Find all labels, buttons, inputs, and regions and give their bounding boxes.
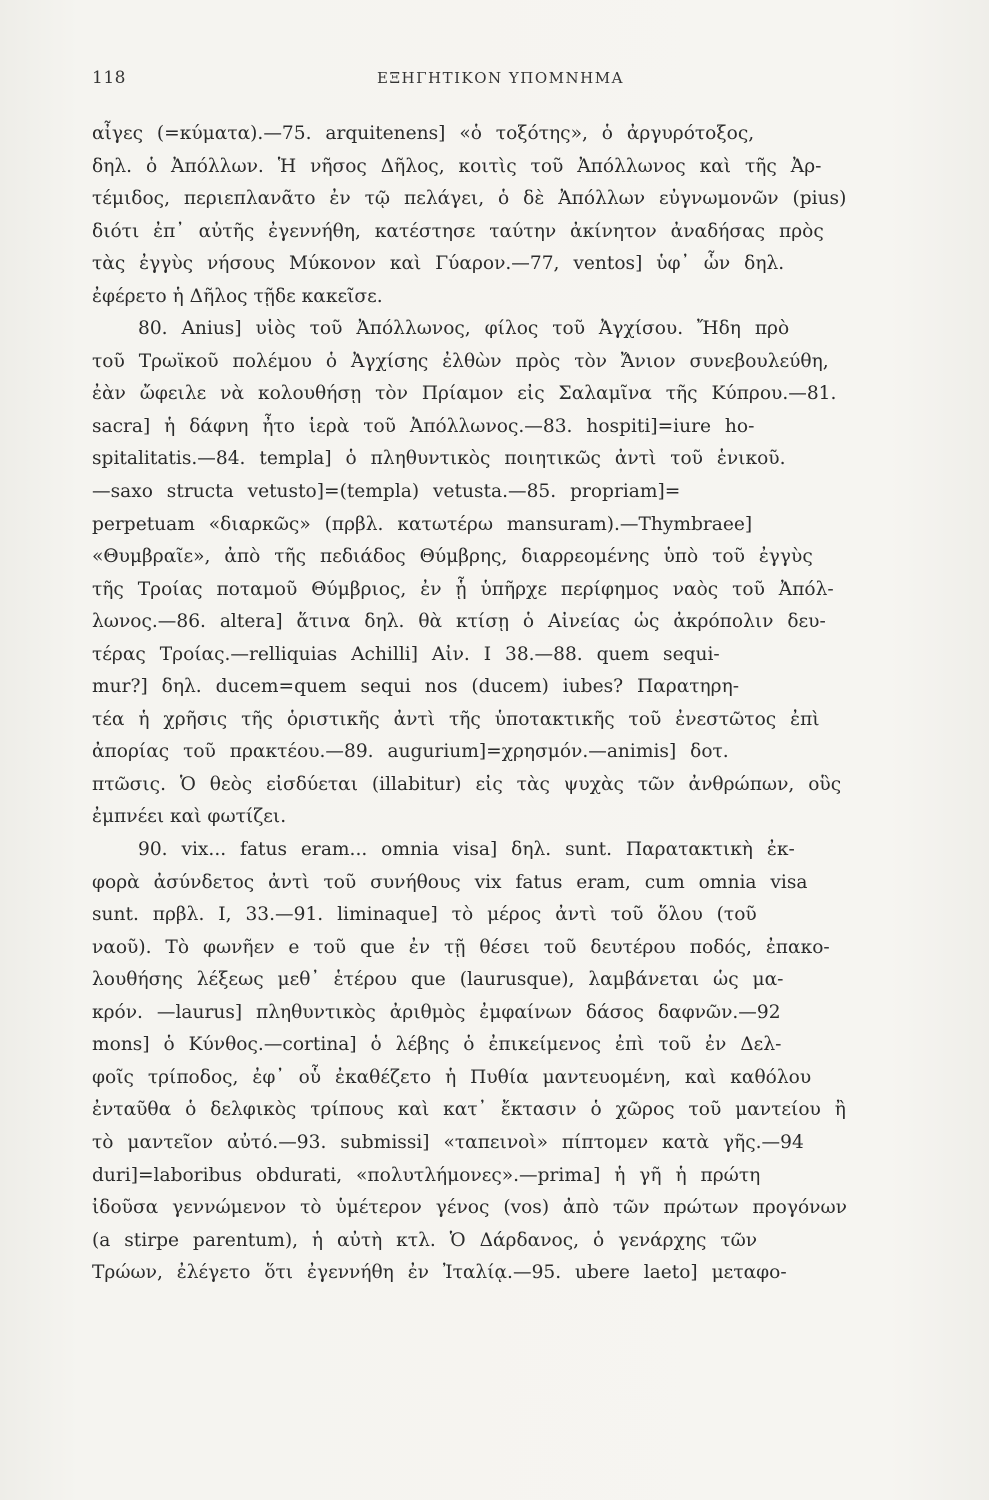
text-line: πτῶσις. Ὁ θεὸς εἰσδύεται (illabitur) εἰς τὰς ψυχὰς τῶν ἀνθρώπων, οὓς [92, 773, 842, 795]
text-line: φοῖς τρίποδος, ἐφ᾽ οὗ ἐκαθέζετο ἡ Πυθία μαντευομένη, καὶ καθόλου [92, 1066, 812, 1088]
text-line: mur?] δηλ. ducem=quem sequi nos (ducem) iubes? Παρατηρη- [92, 676, 740, 698]
text-line: ἐμπνέει καὶ φωτίζει. [92, 806, 287, 828]
text-line: διότι ἐπ᾽ αὐτῆς ἐγεννήθη, κατέστησε ταύτην ἀκίνητον ἀναδήσας πρὸς [92, 220, 824, 242]
text-line: ἐνταῦθα ὁ δελφικὸς τρίπους καὶ κατ᾽ ἔκτασιν ὁ χῶρος τοῦ μαντείου ἢ [92, 1099, 846, 1121]
text-line: 90. vix... fatus eram... omnia visa] δηλ. sunt. Παρατακτικὴ ἐκ- [138, 839, 795, 861]
text-line: τέα ἡ χρῆσις τῆς ὁριστικῆς ἀντὶ τῆς ὑποτακτικῆς τοῦ ἐνεστῶτος ἐπὶ [92, 708, 820, 730]
text-line: ναοῦ). Τὸ φωνῆεν e τοῦ que ἐν τῇ θέσει τοῦ δευτέρου ποδός, ἐπακο- [92, 936, 830, 958]
text-line: duri]=laboribus obdurati, «πολυτλήμονες».—prima] ἡ γῆ ἡ πρώτη [92, 1164, 761, 1186]
text-line: «Θυμβραῖε», ἀπὸ τῆς πεδιάδος Θύμβρης, διαρρεομένης ὑπὸ τοῦ ἐγγὺς [92, 546, 813, 568]
text-line: ἐὰν ὤφειλε νὰ κολουθήσῃ τὸν Πρίαμον εἰς Σαλαμῖνα τῆς Κύπρου.—81. [92, 383, 837, 405]
text-line: λωνος.—86. altera] ἅτινα δηλ. θὰ κτίσῃ ὁ Αἰνείας ὡς ἀκρόπολιν δευ- [92, 611, 826, 633]
text-line: τὸ μαντεῖον αὐτό.—93. submissi] «ταπεινοὶ» πίπτομεν κατὰ γῆς.—94 [92, 1131, 804, 1153]
text-line: αἶγες (=κύματα).—75. arquitenens] «ὁ τοξότης», ὁ ἀργυρότοξος, [92, 123, 755, 144]
text-line: τέρας Τροίας.—relliquias Achilli] Αἰν. I 38.—88. quem sequi- [92, 643, 720, 665]
text-line: sacra] ἡ δάφνη ἦτο ἱερὰ τοῦ Ἀπόλλωνος.—83. hospiti]=iure ho- [92, 415, 755, 437]
page-number: 118 [92, 68, 126, 88]
text-line: ἰδοῦσα γεννώμενον τὸ ὑμέτερον γένος (vos) ἀπὸ τῶν πρώτων προγόνων [92, 1197, 847, 1219]
text-line: mons] ὁ Κύνθος.—cortina] ὁ λέβης ὁ ἐπικείμενος ἐπὶ τοῦ ἐν Δελ- [92, 1034, 782, 1056]
running-title: ΕΞΗΓΗΤΙΚΟΝ ΥΠΟΜΝΗΜΑ [377, 69, 624, 87]
text-line: τοῦ Τρωϊκοῦ πολέμου ὁ Ἀγχίσης ἐλθὼν πρὸς τὸν Ἄνιον συνεβουλεύθη, [92, 350, 829, 372]
text-line: λουθήσης λέξεως μεθ᾽ ἑτέρου que (laurusque), λαμβάνεται ὡς μα- [92, 969, 784, 991]
text-line: ἐφέρετο ἡ Δῆλος τῇδε κακεῖσε. [92, 285, 383, 307]
text-line: spitalitatis.—84. templa] ὁ πληθυντικὸς ποιητικῶς ἀντὶ τοῦ ἑνικοῦ. [92, 448, 786, 470]
text-line: perpetuam «διαρκῶς» (πρβλ. κατωτέρω mansuram).—Thymbraee] [92, 513, 753, 535]
commentary-text [92, 118, 950, 1290]
text-line: τὰς ἐγγὺς νήσους Μύκονον καὶ Γύαρον.—77, ventos] ὑφ᾽ ὧν δηλ. [92, 253, 785, 275]
text-line: κρόν. —laurus] πληθυντικὸς ἀριθμὸς ἐμφαίνων δάσος δαφνῶν.—92 [92, 1001, 781, 1023]
text-line: Τρώων, ἐλέγετο ὅτι ἐγεννήθη ἐν Ἰταλίᾳ.—95. ubere laeto] μεταφο- [92, 1262, 787, 1284]
text-line: —saxo structa vetusto]=(templa) vetusta.—85. propriam]= [92, 481, 681, 503]
page-header [92, 68, 902, 92]
text-line: φορὰ ἀσύνδετος ἀντὶ τοῦ συνήθους vix fatus eram, cum omnia visa [92, 871, 808, 893]
text-line: (a stirpe parentum), ἡ αὐτὴ κτλ. Ὁ Δάρδανος, ὁ γενάρχης τῶν [92, 1229, 758, 1251]
text-line: sunt. πρβλ. I, 33.—91. liminaque] τὸ μέρος ἀντὶ τοῦ ὅλου (τοῦ [92, 904, 757, 926]
text-line: τέμιδος, περιεπλανᾶτο ἐν τῷ πελάγει, ὁ δὲ Ἀπόλλων εὐγνωμονῶν (pius) [92, 188, 847, 210]
text-line: δηλ. ὁ Ἀπόλλων. Ἡ νῆσος Δῆλος, κοιτὶς τοῦ Ἀπόλλωνος καὶ τῆς Ἀρ- [92, 155, 822, 177]
text-line: ἀπορίας τοῦ πρακτέου.—89. augurium]=χρησμόν.—animis] δοτ. [92, 741, 729, 763]
text-line: τῆς Τροίας ποταμοῦ Θύμβριος, ἐν ᾗ ὑπῆρχε περίφημος ναὸς τοῦ Ἀπόλ- [92, 578, 834, 600]
text-line: 80. Anius] υἱὸς τοῦ Ἀπόλλωνος, φίλος τοῦ Ἀγχίσου. Ἤδη πρὸ [138, 318, 790, 340]
